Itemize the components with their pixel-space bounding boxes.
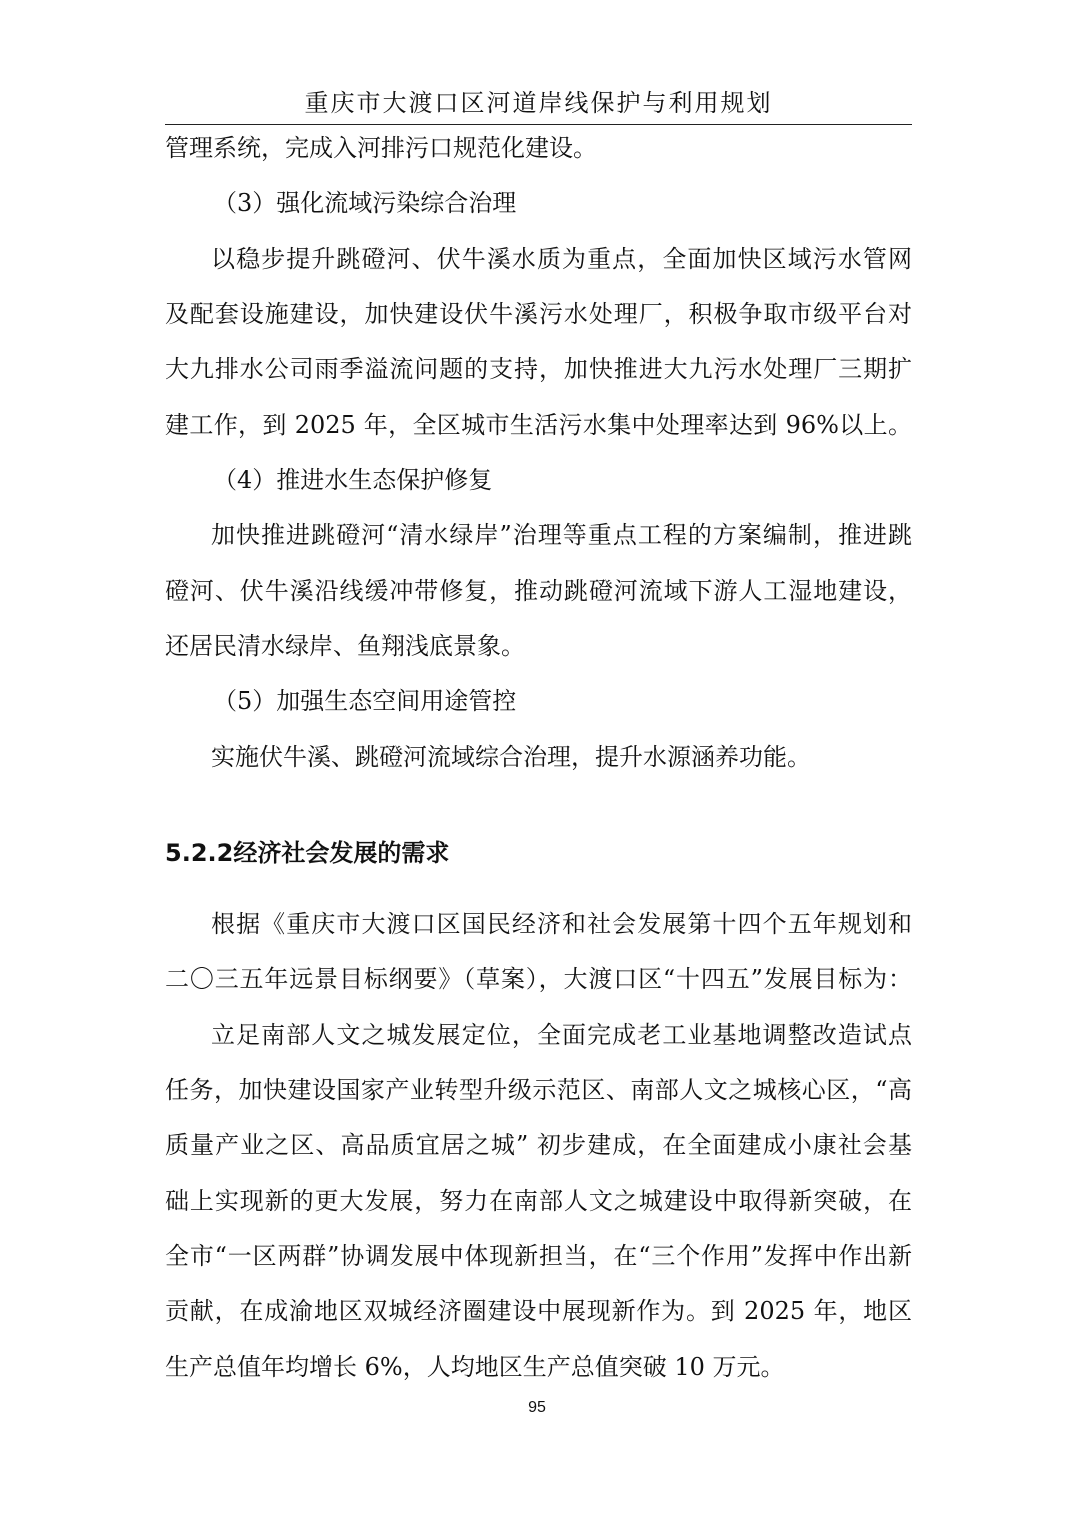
body-line: 管理系统，完成入河排污口规范化建设。 bbox=[165, 134, 597, 162]
subheading-4: （4）推进水生态保护修复 bbox=[213, 466, 493, 494]
body-line: 础上实现新的更大发展，努力在南部人文之城建设中取得新突破，在 bbox=[165, 1187, 912, 1215]
body-line: 磴河、伏牛溪沿线缓冲带修复，推动跳磴河流域下游人工湿地建设， bbox=[165, 577, 912, 605]
body-line: 加快推进跳磴河“清水绿岸”治理等重点工程的方案编制，推进跳 bbox=[211, 521, 912, 549]
body-line: 质量产业之区、高品质宜居之城” 初步建成，在全面建成小康社会基 bbox=[165, 1131, 912, 1159]
section-heading: 5.2.2经济社会发展的需求 bbox=[165, 839, 450, 867]
running-header: 重庆市大渡口区河道岸线保护与利用规划 bbox=[304, 89, 773, 117]
body-line: 建工作，到 2025 年，全区城市生活污水集中处理率达到 96%以上。 bbox=[165, 411, 912, 439]
body-line: 立足南部人文之城发展定位，全面完成老工业基地调整改造试点 bbox=[211, 1021, 912, 1049]
subheading-3: （3）强化流域污染综合治理 bbox=[213, 189, 517, 217]
body-line: 二〇三五年远景目标纲要》（草案），大渡口区“十四五”发展目标为： bbox=[165, 965, 912, 993]
header-divider bbox=[165, 124, 912, 125]
body-line: 全市“一区两群”协调发展中体现新担当，在“三个作用”发挥中作出新 bbox=[165, 1242, 912, 1270]
body-line: 根据《重庆市大渡口区国民经济和社会发展第十四个五年规划和 bbox=[211, 910, 912, 938]
body-line: 及配套设施建设，加快建设伏牛溪污水处理厂，积极争取市级平台对 bbox=[165, 300, 912, 328]
subheading-5: （5）加强生态空间用途管控 bbox=[213, 687, 517, 715]
body-line: 生产总值年均增长 6%，人均地区生产总值突破 10 万元。 bbox=[165, 1353, 785, 1381]
body-line: 贡献，在成渝地区双城经济圈建设中展现新作为。到 2025 年，地区 bbox=[165, 1297, 912, 1325]
body-line: 以稳步提升跳磴河、伏牛溪水质为重点，全面加快区域污水管网 bbox=[211, 245, 912, 273]
body-line: 实施伏牛溪、跳磴河流域综合治理，提升水源涵养功能。 bbox=[211, 743, 811, 771]
body-line: 还居民清水绿岸、鱼翔浅底景象。 bbox=[165, 632, 525, 660]
body-line: 大九排水公司雨季溢流问题的支持，加快推进大九污水处理厂三期扩 bbox=[165, 355, 912, 383]
page-number: 95 bbox=[528, 1399, 546, 1416]
body-line: 任务，加快建设国家产业转型升级示范区、南部人文之城核心区，“高 bbox=[165, 1076, 912, 1104]
